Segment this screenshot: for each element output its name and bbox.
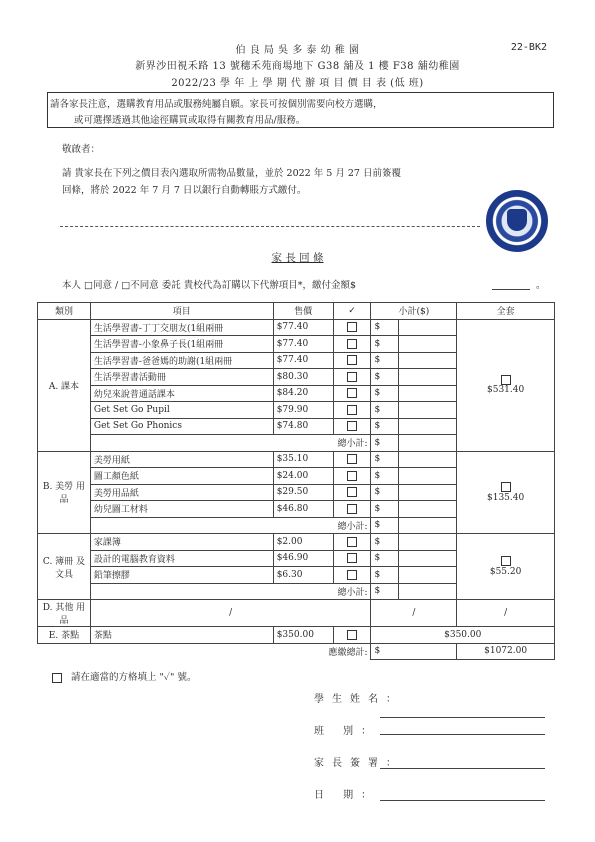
full-set-price: $531.40 [487, 385, 525, 396]
item-checkbox[interactable] [347, 405, 357, 415]
consent-statement: 本人 □同意 / □不同意 委託 貴校代為訂購以下代辦項目*，繳付金額$ [62, 280, 357, 291]
dollar-sign: $ [371, 352, 399, 369]
notice-box [47, 92, 554, 128]
date-label: 日 期： [314, 790, 380, 801]
item-checkbox[interactable] [347, 471, 357, 481]
subtotal-cell[interactable] [399, 369, 457, 386]
subtotal-cell[interactable] [399, 352, 457, 369]
letter-body-1: 請 貴家長在下列之價目表內選取所需物品數量，並於 2022 年 5 月 27 日前簽覆 [62, 168, 401, 179]
class-label: 班 別： [314, 726, 380, 737]
subtotal-cell[interactable] [399, 468, 457, 485]
full-set-c [457, 534, 555, 600]
item-price: $84.20 [273, 385, 333, 402]
category-b: B. 美勞 用品 [38, 451, 91, 534]
table-row [38, 627, 555, 644]
full-set-price: $55.20 [489, 566, 522, 577]
reply-title: 家 長 回 條 [271, 252, 324, 264]
item-name: 生活學習書-爸爸媽的助謝(1組兩冊 [90, 352, 273, 369]
footnote-checkbox-icon [52, 673, 62, 683]
total-cell[interactable] [399, 435, 457, 452]
item-name: 家課簿 [90, 534, 273, 551]
item-price: $2.00 [273, 534, 333, 551]
order-table [37, 302, 555, 660]
other-slash: / [90, 600, 371, 627]
student-name-field[interactable] [380, 717, 545, 718]
table-row [38, 600, 555, 627]
notice-line-2: 或可選擇透過其他途徑購買或取得有關教育用品/服務。 [74, 115, 306, 126]
table-row [38, 534, 555, 551]
item-price: $6.30 [273, 567, 333, 584]
item-checkbox[interactable] [347, 570, 357, 580]
class-field[interactable] [380, 734, 545, 735]
item-checkbox[interactable] [347, 630, 357, 640]
parent-signature-label: 家長簽署： [314, 758, 404, 769]
full-set-price: $135.40 [487, 492, 525, 503]
item-price: $46.90 [273, 550, 333, 567]
full-set-checkbox[interactable] [501, 375, 511, 385]
letter-body-2: 回條，將於 2022 年 7 月 7 日以銀行自動轉賬方式繳付。 [62, 185, 307, 196]
category-a: A. 課本 [38, 319, 91, 451]
item-price: $24.00 [273, 468, 333, 485]
item-checkbox[interactable] [347, 537, 357, 547]
form-title: 2022/23 學 年 上 學 期 代 辦 項 目 價 目 表 (低 班) [171, 78, 424, 89]
dollar-sign: $ [371, 451, 399, 468]
item-name: Get Set Go Phonics [90, 418, 273, 435]
other-subtotal-slash: / [371, 600, 457, 627]
footnote [52, 669, 196, 683]
item-checkbox[interactable] [347, 355, 357, 365]
table-row [38, 451, 555, 468]
dollar-sign: $ [371, 435, 399, 452]
header-check: ✓ [333, 303, 371, 320]
dollar-sign: $ [371, 501, 399, 518]
subtotal-cell[interactable] [399, 567, 457, 584]
dollar-sign: $ [371, 550, 399, 567]
form-code: 22-BK2 [510, 42, 547, 53]
item-price: $74.80 [273, 418, 333, 435]
total-label: 總小計: [90, 583, 371, 600]
item-price: $79.90 [273, 402, 333, 419]
school-name: 伯 良 局 吳 多 泰 幼 稚 園 [235, 45, 360, 56]
dollar-sign: $ [371, 385, 399, 402]
grand-subtotal[interactable]: $ [371, 643, 457, 660]
item-price: $77.40 [273, 319, 333, 336]
total-cell[interactable] [399, 583, 457, 600]
item-name: 圖工顏色紙 [90, 468, 273, 485]
header-item: 項目 [90, 303, 273, 320]
item-price: $46.80 [273, 501, 333, 518]
dollar-sign: $ [371, 319, 399, 336]
item-price: $35.10 [273, 451, 333, 468]
item-name: 設計的電腦教育資料 [90, 550, 273, 567]
dollar-sign: $ [371, 517, 399, 534]
item-price: $29.50 [273, 484, 333, 501]
header-category: 類別 [38, 303, 91, 320]
item-checkbox[interactable] [347, 339, 357, 349]
item-price: $77.40 [273, 336, 333, 353]
total-cell[interactable] [399, 517, 457, 534]
subtotal-cell[interactable] [399, 550, 457, 567]
school-seal-icon [486, 190, 548, 252]
subtotal-cell[interactable] [399, 385, 457, 402]
full-set-a [457, 319, 555, 451]
category-d: D. 其他 用品 [38, 600, 91, 627]
item-checkbox[interactable] [347, 553, 357, 563]
amount-field[interactable] [492, 289, 530, 290]
item-checkbox[interactable] [347, 421, 357, 431]
item-checkbox[interactable] [347, 454, 357, 464]
subtotal-cell[interactable] [399, 451, 457, 468]
item-price: $77.40 [273, 352, 333, 369]
header-price: 售價 [273, 303, 333, 320]
table-header-row [38, 303, 555, 320]
notice-line-1: 請各家長注意，選購教育用品或服務純屬自願。家長可按個別需要向校方選購， [50, 99, 383, 110]
item-price: $350.00 [273, 627, 333, 644]
item-name: 美勞用紙 [90, 451, 273, 468]
item-price: $80.30 [273, 369, 333, 386]
tea-subtotal: $350.00 [371, 627, 555, 644]
dollar-sign: $ [371, 534, 399, 551]
item-checkbox[interactable] [347, 372, 357, 382]
subtotal-cell[interactable] [399, 402, 457, 419]
category-e: E. 茶點 [38, 627, 91, 644]
date-field[interactable] [380, 800, 545, 801]
header-subtotal: 小計($) [371, 303, 457, 320]
item-checkbox[interactable] [347, 388, 357, 398]
dollar-sign: $ [371, 567, 399, 584]
cut-line [60, 226, 480, 227]
total-label: 總小計: [90, 435, 371, 452]
grand-total-row [38, 643, 555, 660]
item-checkbox[interactable] [347, 504, 357, 514]
dollar-sign: $ [371, 336, 399, 353]
full-set-b [457, 451, 555, 534]
item-name: 鉛筆擦膠 [90, 567, 273, 584]
dollar-sign: $ [371, 418, 399, 435]
subtotal-cell[interactable] [399, 319, 457, 336]
statement-end: 。 [536, 280, 546, 291]
subtotal-cell[interactable] [399, 418, 457, 435]
grand-total-label: 應繳總計: [38, 643, 371, 660]
full-set-checkbox[interactable] [501, 556, 511, 566]
item-name: 生活學習書-小象鼻子長(1組兩冊 [90, 336, 273, 353]
header-full-set: 全套 [457, 303, 555, 320]
student-name-label: 學生姓名： [314, 694, 404, 705]
footnote-text: 請在適當的方格填上 "✓" 號。 [71, 672, 197, 683]
item-name: 幼兒圖工材料 [90, 501, 273, 518]
subtotal-cell[interactable] [399, 501, 457, 518]
subtotal-cell[interactable] [399, 336, 457, 353]
item-name: 茶點 [90, 627, 273, 644]
dollar-sign: $ [371, 402, 399, 419]
subtotal-cell[interactable] [399, 534, 457, 551]
other-full-slash: / [457, 600, 555, 627]
dollar-sign: $ [371, 468, 399, 485]
item-checkbox[interactable] [347, 322, 357, 332]
dollar-sign: $ [371, 583, 399, 600]
total-label: 總小計: [90, 517, 371, 534]
item-checkbox[interactable] [347, 487, 357, 497]
greeting: 敬啟者： [62, 144, 101, 155]
item-name: 生活學習書-丁丁交朋友(1組兩冊 [90, 319, 273, 336]
grand-full: $1072.00 [457, 643, 555, 660]
item-name: 生活學習書活動冊 [90, 369, 273, 386]
subtotal-cell[interactable] [399, 484, 457, 501]
item-name: 美勞用品紙 [90, 484, 273, 501]
category-c: C. 簿冊 及文具 [38, 534, 91, 600]
dollar-sign: $ [371, 484, 399, 501]
dollar-sign: $ [371, 369, 399, 386]
item-name: 幼兒來說普通話課本 [90, 385, 273, 402]
parent-signature-field[interactable] [380, 768, 545, 769]
table-row [38, 319, 555, 336]
item-name: Get Set Go Pupil [90, 402, 273, 419]
school-address: 新界沙田視禾路 13 號穗禾苑商場地下 G38 舖及 1 樓 F38 舖幼稚園 [135, 61, 460, 72]
full-set-checkbox[interactable] [501, 482, 511, 492]
